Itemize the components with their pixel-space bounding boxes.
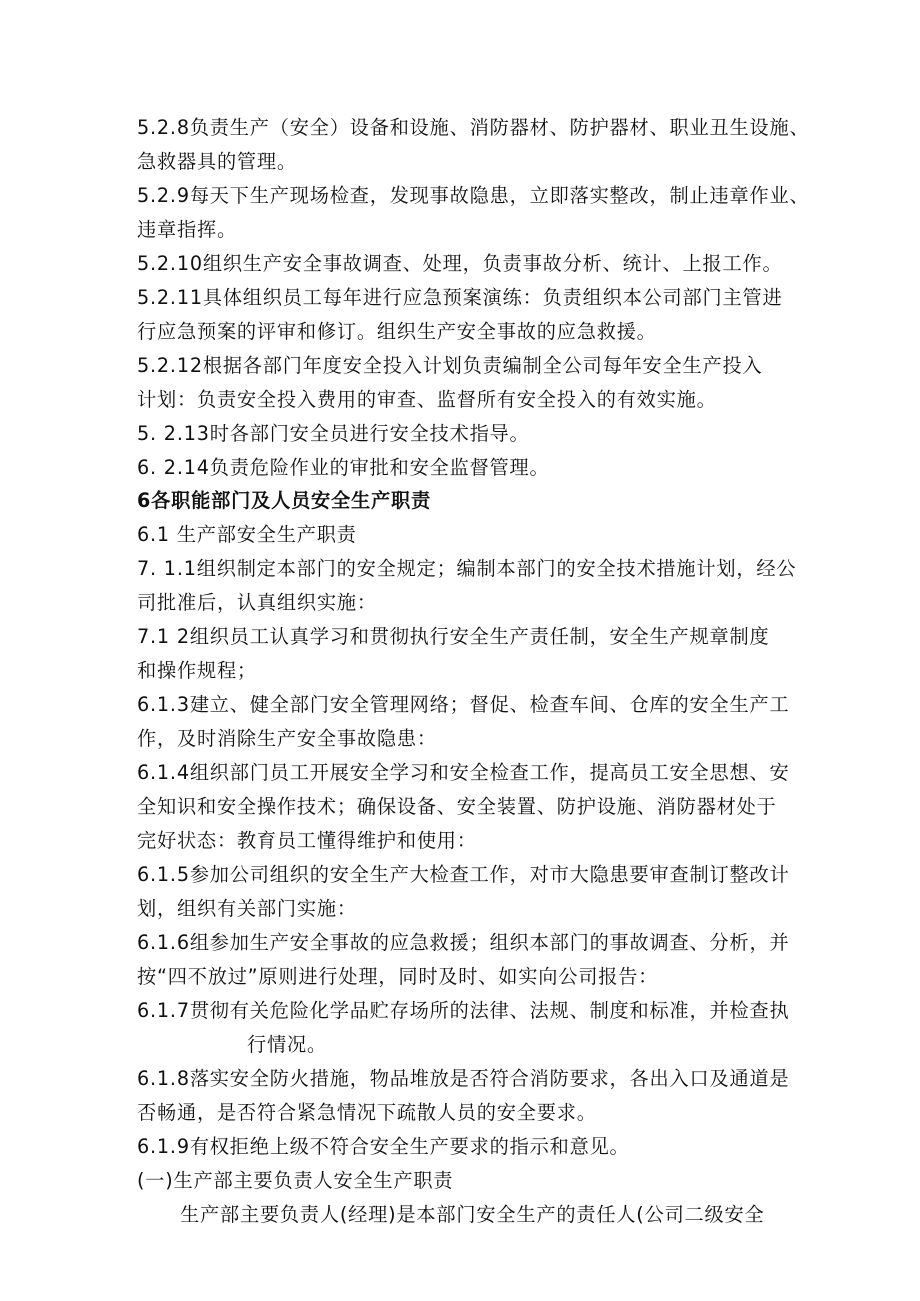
text-line: 完好状态：教育员工懂得维护和使用： <box>137 829 477 852</box>
text-line: 计划：负责安全投入费用的审查、监督所有安全投入的有效实施。 <box>137 388 717 411</box>
text-line: 划，组织有关部门实施： <box>137 897 357 920</box>
text-line: 7.1 2组织员工认真学习和贯彻执行安全生产责任制，安全生产规章制度 <box>137 625 770 648</box>
text-line: 6.1.9有权拒绝上级不符合安全生产要求的指示和意见。 <box>137 1135 630 1158</box>
text-line: 6.1.4组织部门员工开展安全学习和安全检查工作，提高员工安全思想、安 <box>137 761 790 784</box>
text-line: 6. 2.14负责危险作业的审批和安全监督管理。 <box>137 456 550 479</box>
text-line: 5.2.9每天下生产现场检查，发现事故隐患，立即落实整改，制止违章作业、 <box>137 184 810 207</box>
text-line: 和操作规程； <box>137 659 257 682</box>
subsection-heading: 6.1 生产部安全生产职责 <box>137 523 357 546</box>
text-line: 5.2.10组织生产安全事故调查、处理，负责事故分析、统计、上报工作。 <box>137 252 783 275</box>
text-line: 否畅通，是否符合紧急情况下疏散人员的安全要求。 <box>137 1101 597 1124</box>
subheading-line: (一)生产部主要负责人安全生产职责 <box>137 1169 454 1192</box>
text-line: 生产部主要负责人(经理)是本部门安全生产的责任人(公司二级安全 <box>180 1203 765 1226</box>
text-line: 6.1.3建立、健全部门安全管理网络；督促、检查车间、仓库的安全生产工 <box>137 693 790 716</box>
text-line: 行情况。 <box>247 1033 327 1056</box>
text-line: 6.1.8落实安全防火措施，物品堆放是否符合消防要求，各出入口及通道是 <box>137 1067 790 1090</box>
text-line: 6.1.5参加公司组织的安全生产大检查工作，对市大隐患要审查制订整改计 <box>137 863 790 886</box>
text-line: 6.1.6组参加生产安全事故的应急救援；组织本部门的事故调查、分析，并 <box>137 931 790 954</box>
text-line: 5.2.12根据各部门年度安全投入计划负责编制全公司每年安全生产投入 <box>137 354 763 377</box>
text-line: 6.1.7贯彻有关危险化学品贮存场所的法律、法规、制度和标准，并检查执 <box>137 999 790 1022</box>
text-line: 5.2.8负责生产（安全）设备和设施、消防器材、防护器材、职业丑生设施、 <box>137 116 810 139</box>
text-line: 违章指挥。 <box>137 218 237 241</box>
section-heading: 6各职能部门及人员安全生产职责 <box>137 489 431 512</box>
text-line: 7. 1.1组织制定本部门的安全规定；编制本部门的安全技术措施计划，经公 <box>137 557 797 580</box>
text-line: 司批准后，认真组织实施： <box>137 591 377 614</box>
text-line: 行应急预案的评审和修订。组织生产安全事故的应急救援。 <box>137 320 657 343</box>
text-line: 急救器具的管理。 <box>137 150 297 173</box>
text-line: 5. 2.13时各部门安全员进行安全技术指导。 <box>137 422 530 445</box>
text-line: 全知识和安全操作技术；确保设备、安全装置、防护设施、消防器材处于 <box>137 795 777 818</box>
text-line: 按“四不放过”原则进行处理，同时及时、如实向公司报告： <box>137 965 659 988</box>
text-line: 作，及时消除生产安全事故隐患： <box>137 727 437 750</box>
text-line: 5.2.11具体组织员工每年进行应急预案演练：负责组织本公司部门主管进 <box>137 286 783 309</box>
